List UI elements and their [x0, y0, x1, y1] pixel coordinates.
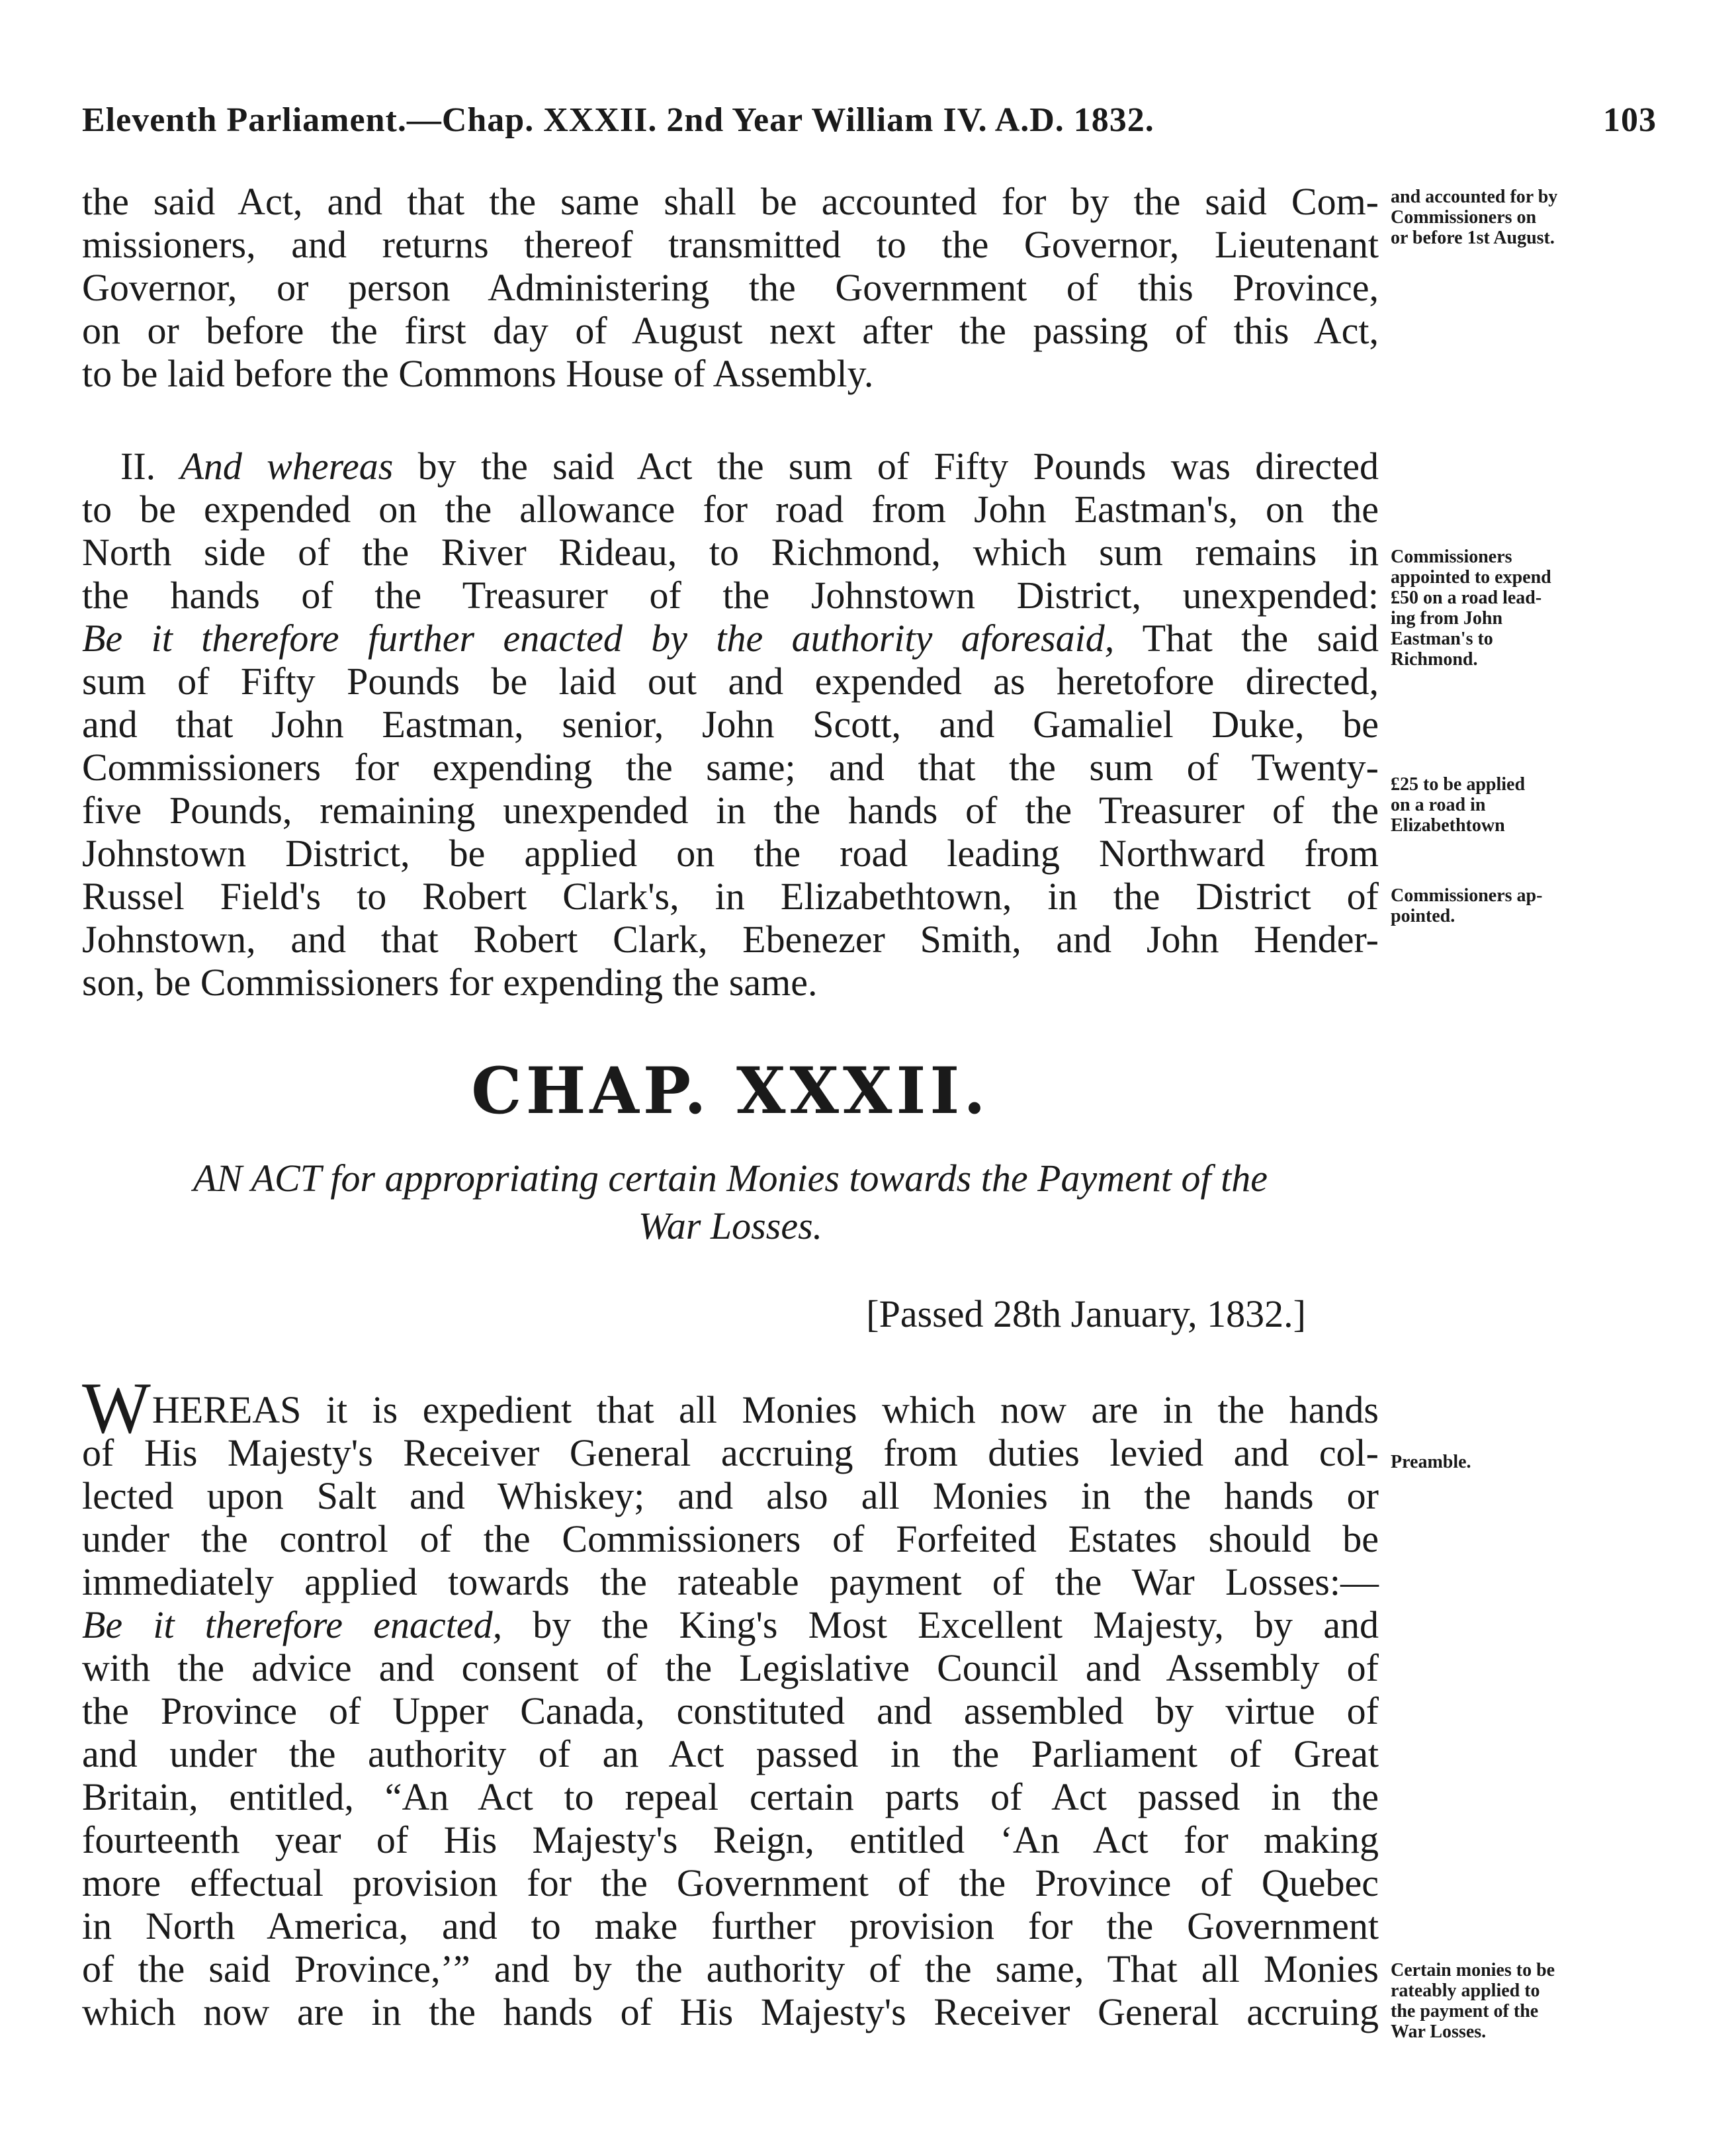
text-line: lected upon Salt and Whiskey; and also all Monies in the hands or	[82, 1474, 1379, 1517]
text-line: under the control of the Commissioners of Forfeited Estates should be	[82, 1517, 1379, 1560]
margin-note-line: appointed to expend	[1391, 567, 1551, 588]
text-line: on or before the first day of August next after the passing of this Act,	[82, 309, 1379, 352]
margin-note-commissioners-appointed	[1391, 547, 1655, 670]
lead-phrase: And whereas	[180, 445, 394, 488]
enacting-line	[82, 1603, 1379, 1646]
text-line: to be expended on the allowance for road from John Eastman's, on the	[82, 488, 1379, 531]
margin-note-line: £25 to be applied	[1391, 774, 1526, 795]
section-numeral: II.	[120, 445, 156, 488]
margin-note-pounds-25	[1391, 774, 1655, 836]
text-line: the hands of the Treasurer of the Johnstown District, unexpended:	[82, 574, 1379, 617]
preamble-block	[82, 1368, 1379, 2033]
margin-note-line: the payment of the	[1391, 2001, 1539, 2021]
text-line: fourteenth year of His Majesty's Reign, entitled ‘An Act for making	[82, 1818, 1379, 1861]
margin-note-line: Commissioners ap-	[1391, 885, 1543, 906]
text-fragment: HEREAS it is expedient that all Monies which now are in the hands	[152, 1388, 1379, 1431]
text-line: which now are in the hands of His Majesty's Receiver General accruing	[82, 1990, 1379, 2033]
text-fragment: That the said	[1114, 617, 1379, 660]
margin-note-line: £50 on a road lead-	[1391, 588, 1542, 608]
margin-note-line: pointed.	[1391, 906, 1455, 926]
text-line: sum of Fifty Pounds be laid out and expended as heretofore directed,	[82, 660, 1379, 703]
text-line: Johnstown District, be applied on the road leading Northward from	[82, 832, 1379, 875]
text-line: Britain, entitled, “An Act to repeal certain parts of Act passed in the	[82, 1775, 1379, 1818]
act-title-line: War Losses.	[638, 1204, 823, 1247]
page-number: 103	[1603, 101, 1657, 139]
enacting-line	[82, 617, 1379, 660]
drop-cap: W	[82, 1368, 151, 1448]
act-title	[82, 1155, 1379, 1250]
text-line: Commissioners for expending the same; and that the sum of Twenty-	[82, 746, 1379, 789]
margin-note-accounted	[1391, 187, 1655, 248]
margin-note-line: or before 1st August.	[1391, 228, 1555, 248]
text-line: the Province of Upper Canada, constituted and assembled by virtue of	[82, 1689, 1379, 1732]
text-line: the said Act, and that the same shall be accounted for by the said Com-	[82, 180, 1379, 223]
enacting-phrase: Be it therefore enacted,	[82, 1603, 503, 1646]
text-line: son, be Commissioners for expending the same.	[82, 961, 818, 1004]
text-line: and under the authority of an Act passed in the Parliament of Great	[82, 1732, 1379, 1775]
margin-note-line: War Losses.	[1391, 2021, 1487, 2042]
text-line: North side of the River Rideau, to Richmond, which sum remains in	[82, 531, 1379, 574]
margin-note-certain-monies	[1391, 1960, 1655, 2042]
text-line: with the advice and consent of the Legislative Council and Assembly of	[82, 1646, 1379, 1689]
margin-note-preamble	[1391, 1452, 1655, 1472]
margin-note-line: rateably applied to	[1391, 1980, 1540, 2001]
margin-note-line: on a road in	[1391, 795, 1486, 815]
text-line: missioners, and returns thereof transmitted to the Governor, Lieutenant	[82, 223, 1379, 266]
act-title-line: AN ACT for appropriating certain Monies towards the Payment of the	[193, 1157, 1268, 1200]
margin-note-line: Commissioners	[1391, 547, 1512, 567]
margin-note-line: and accounted for by	[1391, 187, 1558, 207]
margin-note-line: Elizabethtown	[1391, 815, 1505, 836]
text-line: Johnstown, and that Robert Clark, Ebenezer Smith, and John Hender-	[82, 918, 1379, 961]
margin-note-line: Richmond.	[1391, 649, 1478, 670]
text-line: to be laid before the Commons House of Assembly.	[82, 352, 874, 395]
text-line: of His Majesty's Receiver General accruing from duties levied and col-	[82, 1431, 1379, 1474]
text-line: Russel Field's to Robert Clark's, in Elizabethtown, in the District of	[82, 875, 1379, 918]
text-fragment: by the King's Most Excellent Majesty, by and	[502, 1603, 1379, 1646]
running-head-title: Eleventh Parliament.—Chap. XXXII. 2nd Year William IV. A.D. 1832.	[82, 101, 1154, 139]
section-ii-first-line	[82, 445, 1379, 488]
text-line: and that John Eastman, senior, John Scott, and Gamaliel Duke, be	[82, 703, 1379, 746]
text-line: five Pounds, remaining unexpended in the hands of the Treasurer of the	[82, 789, 1379, 832]
text-line: Governor, or person Administering the Government of this Province,	[82, 266, 1379, 309]
section-continuation	[82, 180, 1379, 395]
margin-note-line: Eastman's to	[1391, 629, 1493, 649]
enacting-phrase: Be it therefore further enacted by the authority aforesaid,	[82, 617, 1115, 660]
text-line: of the said Province,’” and by the authority of the same, That all Monies	[82, 1947, 1379, 1990]
text-line: in North America, and to make further provision for the Government	[82, 1904, 1379, 1947]
running-head	[82, 101, 1657, 147]
chapter-heading: CHAP. XXXII.	[471, 1053, 990, 1128]
text-fragment: by the said Act the sum of Fifty Pounds was directed	[393, 445, 1379, 488]
margin-note-commissioners-ap	[1391, 885, 1655, 926]
margin-note-line: Commissioners on	[1391, 207, 1537, 228]
margin-note-line: Preamble.	[1391, 1452, 1471, 1472]
text-line: more effectual provision for the Government of the Province of Quebec	[82, 1861, 1379, 1904]
margin-note-line: Certain monies to be	[1391, 1960, 1555, 1980]
preamble-first-line	[82, 1368, 1379, 1448]
text-line: immediately applied towards the rateable payment of the War Losses:—	[82, 1560, 1379, 1603]
section-ii	[82, 445, 1379, 1004]
passed-date: [Passed 28th January, 1832.]	[866, 1292, 1306, 1335]
margin-note-line: ing from John	[1391, 608, 1503, 629]
